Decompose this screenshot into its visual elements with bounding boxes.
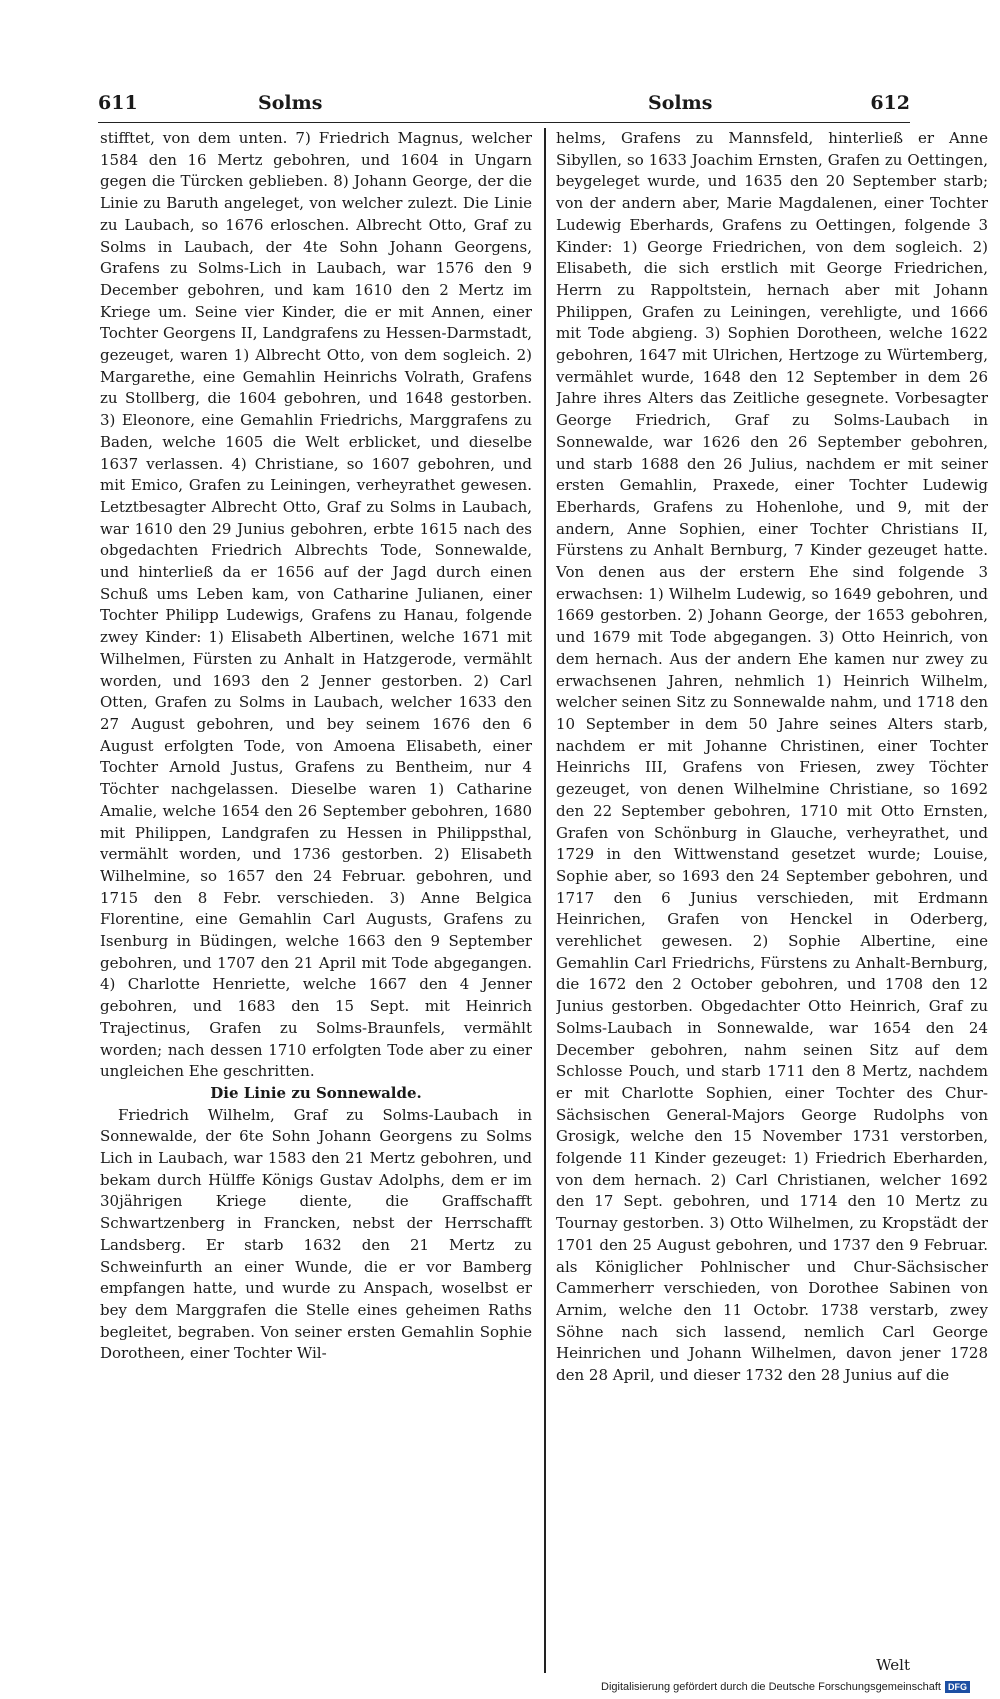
right-paragraph-1: helms, Grafens zu Mannsfeld, hinterließ er Anne Sibyllen, so 1633 Joachim Ernsten, Grafen zu Oettingen, beygeleget wurde, und 1635 den 20 September starb; von der andern aber, Marie Magdalenen, einer Tochter Ludewig Eberhards, Grafens zu Oettingen, folgende 3 Kinder: 1) George Friedrichen, von dem sogleich. 2) Elisabeth, die sich erstlich mit George Friedrichen, Herrn zu Rappoltstein, hernach aber mit Johann Philippen, Grafen zu Leiningen, verehligte, und 1666 mit Tode abgieng. 3) Sophien Dorotheen, welche 1622 gebohren, 1647 mit Ulrichen, Hertzoge zu Würtemberg, vermählet wurde, 1648 den 12 September in dem 26 Jahre ihres Alters das Zeitliche gesegnete. Vorbesagter George Friedrich, Graf zu Solms-Laubach in Sonnewalde, war 1626 den 26 September gebohren, und starb 1688 den 26 Julius, nachdem er mit seiner ersten Gemahlin, Praxede, einer Tochter Ludewig Eberhards, Grafens zu Hohenlohe, und 9, mit der andern, Anne Sophien, einer Tochter Christians II, Fürstens zu Anhalt Bernburg, 7 Kinder gezeuget hatte. Von denen aus der erstern Ehe sind folgende 3 erwachsen: 1) Wilhelm Ludewig, so 1649 gebohren, und 1669 gestorben. 2) Johann George, der 1653 gebohren, und 1679 mit Tode abgegangen. 3) Otto Heinrich, von dem hernach. Aus der andern Ehe kamen nur zwey zu erwachsenen Jahren, nehmlich 1) Heinrich Wilhelm, welcher seinen Sitz zu Sonnewalde nahm, und 1718 den 10 September in dem 50 Jahre seines Alters starb, nachdem er mit Johanne Christinen, einer Tochter Heinrichs III, Grafens von Friesen, zwey Töchter gezeuget, von denen Wilhelmine Christiane, so 1692 den 22 September gebohren, 1710 mit Otto Ernsten, Grafen von Schönburg in Glauche, verheyrathet, und 1729 in den Wittwenstand gesetzet wurde; Louise, Sophie aber, so 1693 den 24 September gebohren, und 1717 den 6 Junius verschieden, mit Erdmann Heinrichen, Grafen von Henckel in Oderberg, verehlichet gewesen. 2) Sophie Albertine, eine Gemahlin Carl Friedrichs, Fürstens zu Anhalt-Bernburg, die 1672 den 2 October gebohren, und 1708 den 12 Junius gestorben. Obgedachter Otto Heinrich, Graf zu Solms-Laubach in Sonnewalde, war 1654 den 24 December gebohren, nahm seinen Sitz auf dem Schlosse Pouch, und starb 1711 den 8 Mertz, nachdem er mit Charlotte Sophien, einer Tochter des Chur-Sächsischen General-Majors George Rudolphs von Grosigk, welche den 15 November 1731 verstorben, folgende 11 Kinder gezeuget: 1) Friedrich Eberharden, von dem hernach. 2) Carl Christianen, welcher 1692 den 17 Sept. gebohren, und 1714 den 10 Mertz zu Tournay gestorben. 3) Otto Wilhelmen, zu Kropstädt der 1701 den 25 August gebohren, und 1737 den 9 Februar. als Königlicher Pohlnischer und Chur-Sächsischer Cammerherr verschieden, von Dorothee Sabinen von Arnim, welche den 11 Octobr. 1738 verstarb, zwey Söhne nach sich lassend, nemlich Carl George Heinrichen und Johann Wilhelmen, davon jener 1728 den 28 April, und dieser 1732 den 28 Junius auf die [556,129,988,1385]
digitization-footer [601,1681,970,1693]
left-column [100,128,532,1673]
page-header [98,90,910,124]
section-subheading: Die Linie zu Sonnewalde. [210,1083,422,1102]
book-page [98,90,988,1674]
right-running-title: Solms [648,92,713,114]
left-running-title: Solms [258,92,323,114]
left-paragraph-1: stifftet, von dem unten. 7) Friedrich Magnus, welcher 1584 den 16 Mertz gebohren, und 1604 in Ungarn gegen die Türcken geblieben. 8) Johann George, der die Linie zu Baruth angeleget, von welcher zulezt. Die Linie zu Laubach, so 1676 erloschen. Albrecht Otto, Graf zu Solms in Laubach, der 4te Sohn Johann Georgens, Grafens zu Solms-Lich in Laubach, war 1576 den 9 December gebohren, und kam 1610 den 2 Mertz im Kriege um. Seine vier Kinder, die er mit Annen, einer Tochter Georgens II, Landgrafens zu Hessen-Darmstadt, gezeuget, waren 1) Albrecht Otto, von dem sogleich. 2) Margarethe, eine Gemahlin Heinrichs Volrath, Grafens zu Stollberg, die 1604 gebohren, und 1648 gestorben. 3) Eleonore, eine Gemahlin Friedrichs, Marggrafens zu Baden, welche 1605 die Welt erblicket, und dieselbe 1637 verlassen. 4) Christiane, so 1607 gebohren, und mit Emico, Grafen zu Leiningen, verheyrathet gewesen. Letztbesagter Albrecht Otto, Graf zu Solms in Laubach, war 1610 den 29 Junius gebohren, erbte 1615 nach des obgedachten Friedrich Albrechts Tode, Sonnewalde, und hinterließ da er 1656 auf der Jagd durch einen Schuß ums Leben kam, von Catharine Julianen, einer Tochter Philipp Ludewigs, Grafens zu Hanau, folgende zwey Kinder: 1) Elisabeth Albertinen, welche 1671 mit Wilhelmen, Fürsten zu Anhalt in Hatzgerode, vermählt worden, und 1693 den 2 Jenner gestorben. 2) Carl Otten, Grafen zu Solms in Laubach, welcher 1633 den 27 August gebohren, und bey seinem 1676 den 6 August erfolgten Tode, von Amoena Elisabeth, einer Tochter Arnold Justus, Grafens zu Bentheim, nur 4 Töchter nachgelassen. Dieselbe waren 1) Catharine Amalie, welche 1654 den 26 September gebohren, 1680 mit Philippen, Landgrafen zu Hessen in Philippsthal, vermählt worden, und 1736 gestorben. 2) Elisabeth Wilhelmine, so 1657 den 24 Februar. gebohren, und 1715 den 8 Febr. verschieden. 3) Anne Belgica Florentine, eine Gemahlin Carl Augusts, Grafens zu Isenburg in Büdingen, welche 1663 den 9 September gebohren, und 1707 den 21 April mit Tode abgegangen. 4) Charlotte Henriette, welche 1667 den 4 Jenner gebohren, und 1683 den 15 Sept. mit Heinrich Trajectinus, Grafen zu Solms-Braunfels, vermählt worden; nach dessen 1710 erfolgten Tode aber zu einer ungleichen Ehe geschritten. [100,129,532,1081]
dfg-logo: DFG [945,1681,970,1693]
catchword: Welt [876,1656,910,1674]
right-column [556,128,988,1673]
right-page-number: 612 [870,92,910,114]
header-rule [98,122,910,123]
footer-credit: Digitalisierung gefördert durch die Deutsche Forschungsgemeinschaft [601,1681,941,1693]
left-paragraph-2: Friedrich Wilhelm, Graf zu Solms-Laubach in Sonnewalde, der 6te Sohn Johann Georgens zu Solms Lich in Laubach, war 1583 den 21 Mertz gebohren, und bekam durch Hülffe Königs Gustav Adolphs, dem er im 30jährigen Kriege diente, die Graffschafft Schwartzenberg in Francken, nebst der Herrschafft Landsberg. Er starb 1632 den 21 Mertz zu Schweinfurth an einer Wunde, die er vor Bamberg empfangen hatte, und wurde zu Anspach, woselbst er bey dem Marggrafen die Stelle eines geheimen Raths begleitet, begraben. Von seiner ersten Gemahlin Sophie Dorotheen, einer Tochter Wil- [100,1105,532,1363]
column-divider [544,128,546,1673]
left-page-number: 611 [98,92,138,114]
